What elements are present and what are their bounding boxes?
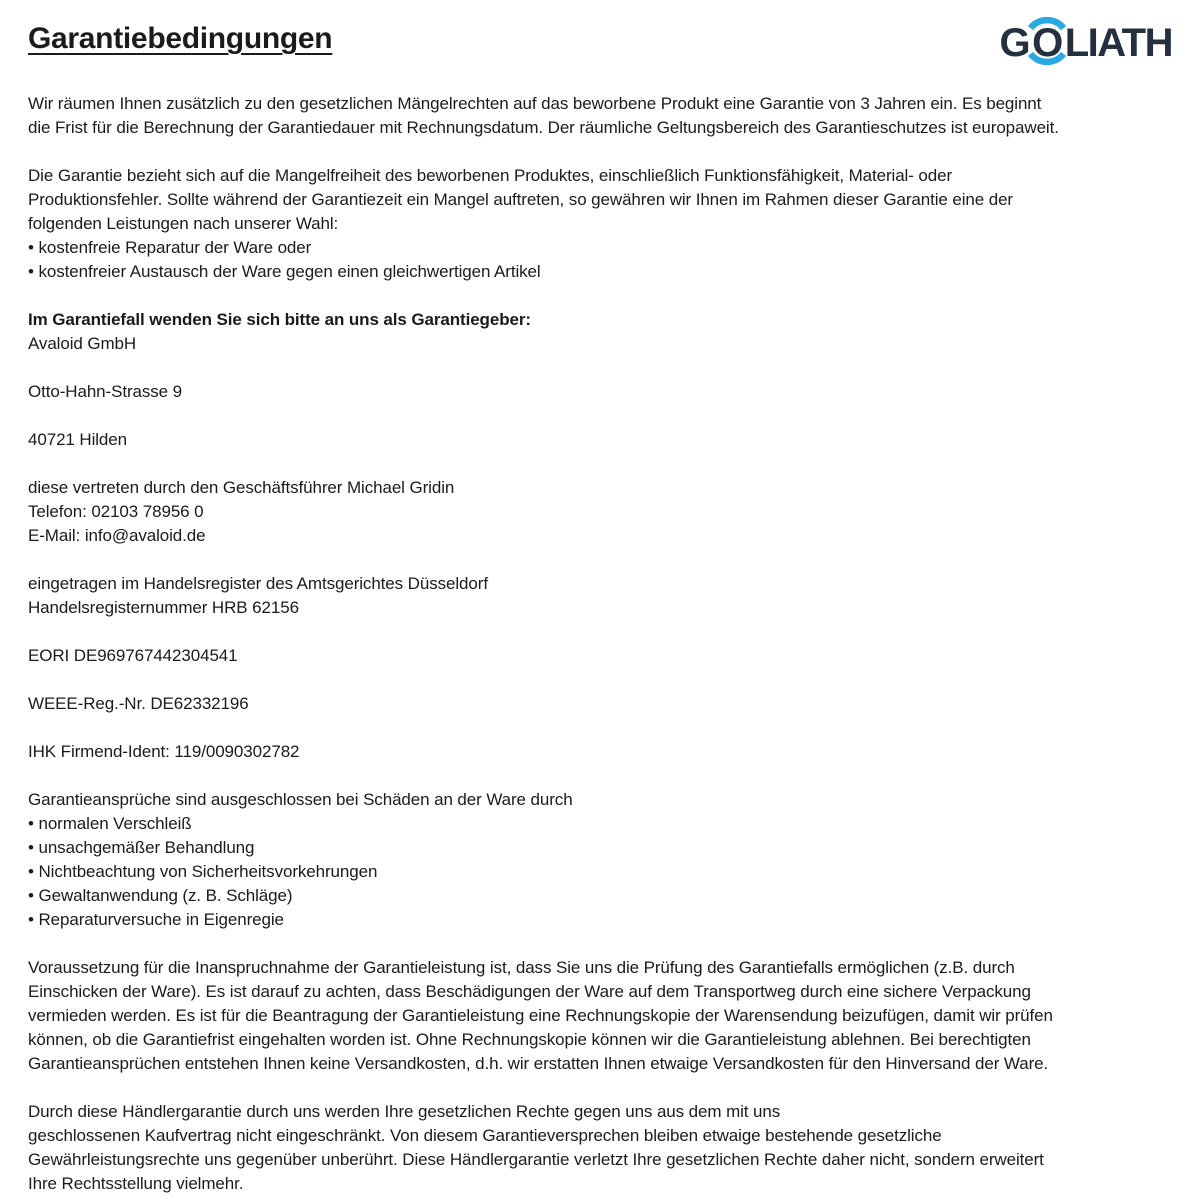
bullet-line: • Nichtbeachtung von Sicherheitsvorkehrungen <box>28 862 378 881</box>
text-block <box>28 476 1172 548</box>
text-line: eingetragen im Handelsregister des Amtsgerichtes Düsseldorf <box>28 574 488 593</box>
bullet-line: • normalen Verschleiß <box>28 814 192 833</box>
text-block <box>28 692 1172 716</box>
text-line: EORI DE969767442304541 <box>28 646 238 665</box>
text-block <box>28 164 1172 284</box>
text-line: Die Garantie bezieht sich auf die Mangelfreiheit des beworbenen Produktes, einschließlich Funktionsfähigkeit, Material- oder <box>28 166 953 185</box>
text-line: 40721 Hilden <box>28 430 127 449</box>
logo-letters-liath: LIATH <box>1064 20 1172 65</box>
text-line: Handelsregisternummer HRB 62156 <box>28 598 299 617</box>
goliath-logo <box>999 12 1172 74</box>
text-line: Voraussetzung für die Inanspruchnahme der Garantieleistung ist, dass Sie uns die Prüfung des Garantiefalls ermöglichen (z.B. durch <box>28 958 1015 977</box>
block-heading: Im Garantiefall wenden Sie sich bitte an uns als Garantiegeber: <box>28 310 531 329</box>
bullet-line: • kostenfreie Reparatur der Ware oder <box>28 238 312 257</box>
bullet-line: • kostenfreier Austausch der Ware gegen einen gleichwertigen Artikel <box>28 262 541 281</box>
text-line: Einschicken der Ware). Es ist darauf zu achten, dass Beschädigungen der Ware auf dem Transportweg durch eine sichere Verpackung <box>28 982 1031 1001</box>
text-block <box>28 92 1172 140</box>
text-block <box>28 956 1172 1076</box>
text-block <box>28 1100 1172 1196</box>
bullet-line: • unsachgemäßer Behandlung <box>28 838 255 857</box>
text-block <box>28 380 1172 404</box>
text-line: IHK Firmend-Ident: 119/0090302782 <box>28 742 300 761</box>
text-block <box>28 308 1172 356</box>
text-line: WEEE-Reg.-Nr. DE62332196 <box>28 694 249 713</box>
text-block <box>28 788 1172 932</box>
logo-letter-o: O <box>1032 20 1062 65</box>
text-line: Ihre Rechtsstellung vielmehr. <box>28 1174 244 1193</box>
text-line: Garantieansprüche sind ausgeschlossen bei Schäden an der Ware durch <box>28 790 573 809</box>
text-line: Garantieansprüchen entstehen Ihnen keine Versandkosten, d.h. wir erstatten Ihnen etwaige Versandkosten für den Hinversand der Ware. <box>28 1054 1049 1073</box>
text-line: Durch diese Händlergarantie durch uns werden Ihre gesetzlichen Rechte gegen uns aus dem mit uns <box>28 1102 781 1121</box>
text-line: Produktionsfehler. Sollte während der Garantiezeit ein Mangel auftreten, so gewähren wir Ihnen im Rahmen dieser Garantie eine der <box>28 190 1013 209</box>
text-line: E-Mail: info@avaloid.de <box>28 526 206 545</box>
text-line: geschlossenen Kaufvertrag nicht eingeschränkt. Von diesem Garantieversprechen bleiben etwaige bestehende gesetzliche <box>28 1126 942 1145</box>
text-line: diese vertreten durch den Geschäftsführer Michael Gridin <box>28 478 455 497</box>
bullet-line: • Gewaltanwendung (z. B. Schläge) <box>28 886 293 905</box>
text-line: Telefon: 02103 78956 0 <box>28 502 204 521</box>
text-block <box>28 740 1172 764</box>
text-block <box>28 572 1172 620</box>
document-body <box>28 92 1172 1196</box>
text-line: folgenden Leistungen nach unserer Wahl: <box>28 214 339 233</box>
text-line: die Frist für die Berechnung der Garantiedauer mit Rechnungsdatum. Der räumliche Geltungsbereich des Garantieschutzes ist europaweit. <box>28 118 1059 137</box>
text-block <box>28 644 1172 668</box>
text-block <box>28 428 1172 452</box>
logo-letter-g: G <box>999 20 1030 65</box>
text-line: Avaloid GmbH <box>28 334 137 353</box>
text-line: Gewährleistungsrechte uns gegenüber unberührt. Diese Händlergarantie verletzt Ihre gesetzlichen Rechte daher nicht, sondern erweitert <box>28 1150 1044 1169</box>
bullet-line: • Reparaturversuche in Eigenregie <box>28 910 284 929</box>
page-title: Garantiebedingungen <box>28 22 333 55</box>
document-header <box>28 12 1172 76</box>
text-line: Wir räumen Ihnen zusätzlich zu den gesetzlichen Mängelrechten auf das beworbene Produkt eine Garantie von 3 Jahren ein. Es beginnt <box>28 94 1042 113</box>
text-line: können, ob die Garantiefrist eingehalten worden ist. Ohne Rechnungskopie können wir die Garantieleistung ablehnen. Bei berechtigten <box>28 1030 1031 1049</box>
text-line: vermieden werden. Es ist für die Beantragung der Garantieleistung eine Rechnungskopie der Warensendung beizufügen, damit wir prüfen <box>28 1006 1053 1025</box>
logo-o-mark <box>1032 21 1062 66</box>
text-line: Otto-Hahn-Strasse 9 <box>28 382 182 401</box>
